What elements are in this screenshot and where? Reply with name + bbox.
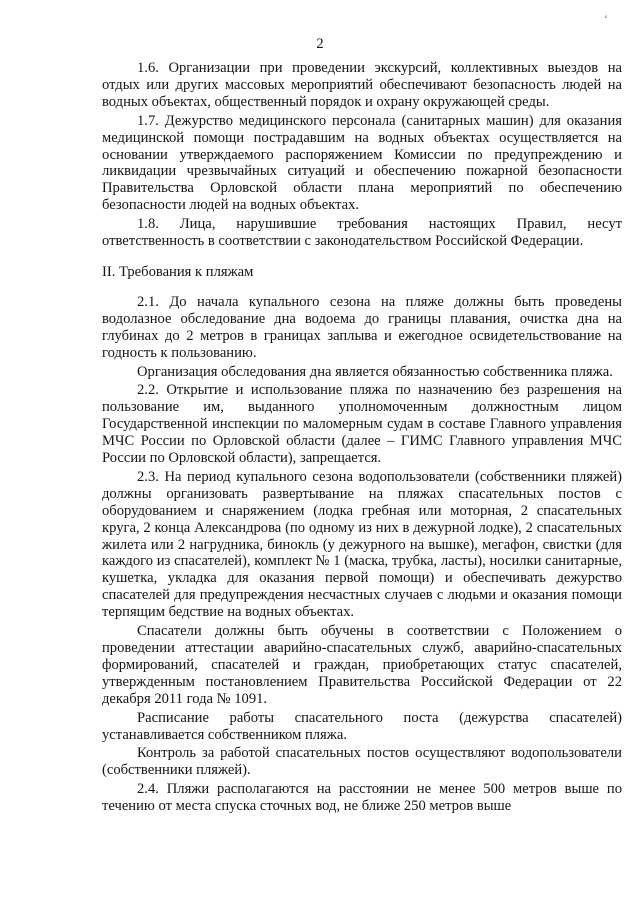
paragraph-2-4: 2.4. Пляжи располагаются на расстоянии не менее 500 метров выше по течению от места спуска сточных вод, не ближе 250 метров выше bbox=[102, 781, 622, 815]
section-heading: II. Требования к пляжам bbox=[102, 263, 254, 280]
paragraph-control: Контроль за работой спасательных постов осуществляют водопользователи (собственники пляжей). bbox=[102, 745, 622, 779]
paragraph-rescuers: Спасатели должны быть обучены в соответствии с Положением о проведении аттестации аварийно-спасательных служб, аварийно-спасательных формирований, спасателей и граждан, приобретающих статус спасателей, утвержденным постановлением Правительства Российской Федерации от 22 декабря 2011 года № 1091. bbox=[102, 623, 622, 707]
paragraph-1-6: 1.6. Организации при проведении экскурсий, коллективных выездов на отдых или других массовых мероприятий обеспечивают безопасность людей на водных объектах, общественный порядок и охрану окружающей среды. bbox=[102, 60, 622, 110]
paragraph-2-2: 2.2. Открытие и использование пляжа по назначению без разрешения на пользование им, выданного уполномоченным должностным лицом Государственной инспекции по маломерным судам в составе Главного управления МЧС России по Орловской области (далее – ГИМС Главного управления МЧС России по Орловской области), запрещается. bbox=[102, 382, 622, 467]
paragraph-1-7: 1.7. Дежурство медицинского персонала (санитарных машин) для оказания медицинской помощи пострадавшим на водных объектах осуществляется на основании утверждаемого распоряжением Комиссии по предупреждению и ликвидации чрезвычайных ситуаций и обеспечению пожарной безопасности Правительства Орловской области плана мероприятий по обеспечению безопасности людей на водных объектах. bbox=[102, 112, 622, 214]
page-number: 2 bbox=[316, 36, 324, 52]
document-body bbox=[102, 60, 622, 817]
paragraph-schedule: Расписание работы спасательного поста (дежурства спасателей) устанавливается собственником пляжа. bbox=[102, 709, 622, 743]
corner-mark: ‘ bbox=[604, 12, 608, 26]
paragraph-2-1-note: Организация обследования дна является обязанностью собственника пляжа. bbox=[137, 363, 613, 380]
paragraph-1-8: 1.8. Лица, нарушившие требования настоящих Правил, несут ответственность в соответствии с законодательством Российской Федерации. bbox=[102, 216, 622, 250]
paragraph-2-3: 2.3. На период купального сезона водопользователи (собственники пляжей) должны организовать развертывание на пляжах спасательных постов с оборудованием и снаряжением (лодка гребная или моторная, 2 спасательных круга, 2 конца Александрова (по одному из них в дежурной лодке), 2 спасательных жилета или 2 нагрудника, бинокль (у дежурного на вышке), мегафон, свистки (для каждого из спасателей), комплект № 1 (маска, трубка, ласты), носилки санитарные, кушетка, укладка для оказания первой помощи) и обеспечивать дежурство спасателей для предупреждения несчастных случаев с людьми и оказания помощи терпящим бедствие на водных объектах. bbox=[102, 468, 622, 621]
paragraph-2-1: 2.1. До начала купального сезона на пляже должны быть проведены водолазное обследование дна водоема до границы плавания, очистка дна на глубинах до 2 метров в границах заплыва и ежегодное освидетельствование на годность к пользованию. bbox=[102, 293, 622, 361]
